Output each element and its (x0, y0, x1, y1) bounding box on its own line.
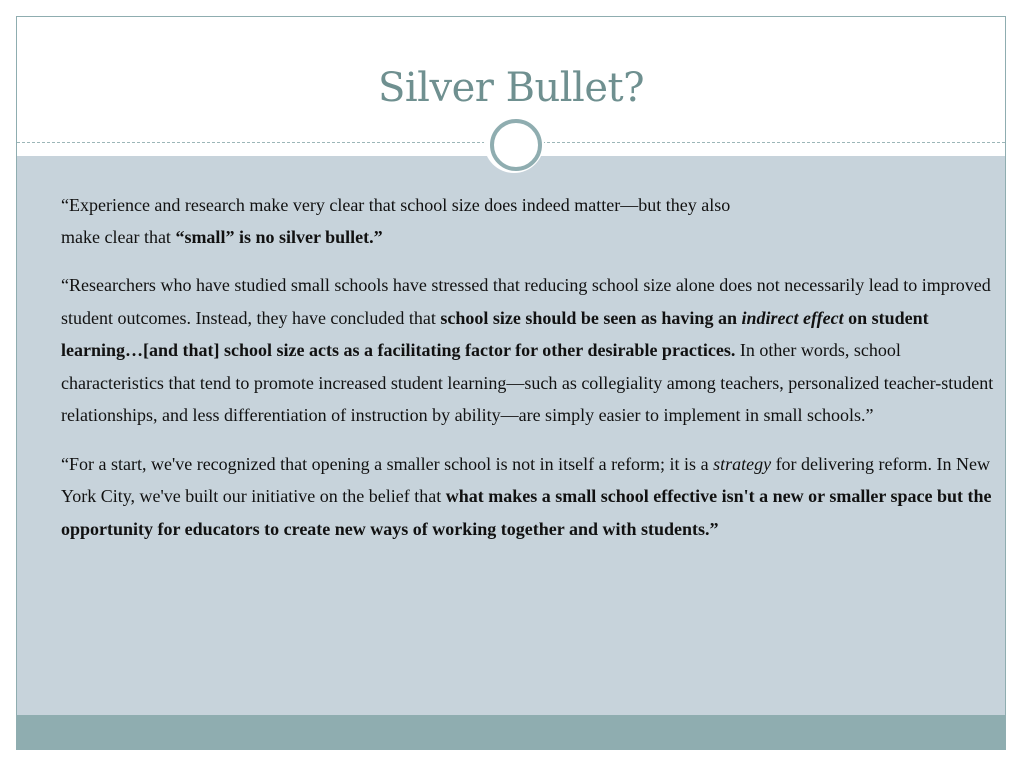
quote-3-emphasis: what makes a small school effective isn't a new or smaller space but the opportunity for educators to create new ways of working together and with students.” (61, 486, 992, 539)
divider-ring-icon (490, 119, 542, 171)
quote-3-segment-3: for delivering reform. In New York City, we've built our initiative on the belief that (61, 453, 990, 506)
quote-1-emphasis: “small” is no silver bullet.” (175, 227, 383, 247)
quote-2-emphasis-1: school size should be seen as having an (440, 307, 742, 328)
quote-paragraph-1 (61, 189, 996, 253)
quote-2-emphasis-italic: indirect effect (741, 307, 844, 328)
quote-1-segment-1: “Experience and research make very clear that school size does indeed matter—but they also (61, 195, 731, 215)
quote-2-segment-1: “Researchers who have studied small schools have stressed that reducing school size alone does not necessarily lead to improved student outcomes. Instead, they have concluded that (61, 275, 991, 328)
quote-1-segment-3: make clear that (61, 227, 176, 247)
quote-3-italic: strategy (713, 453, 772, 474)
footer-band (17, 715, 1005, 749)
quote-2-emphasis-2: on student learning…[and that] school size acts as a facilitating factor for other desirable practices. (61, 307, 929, 360)
quote-2-segment-5: In other words, school characteristics that tend to promote increased student learning—such as collegiality among teachers, personalized teacher-student relationships, and less differentiation of instruction by ability—are simply easier to implement in small schools.” (61, 340, 994, 425)
slide-title: Silver Bullet? (377, 65, 645, 111)
quote-3-segment-1: “For a start, we've recognized that opening a smaller school is not in itself a reform; it is a (61, 453, 714, 474)
slide (16, 16, 1006, 750)
quote-paragraph-3 (61, 448, 996, 546)
quote-paragraph-2 (61, 269, 996, 432)
body-text (61, 189, 996, 561)
